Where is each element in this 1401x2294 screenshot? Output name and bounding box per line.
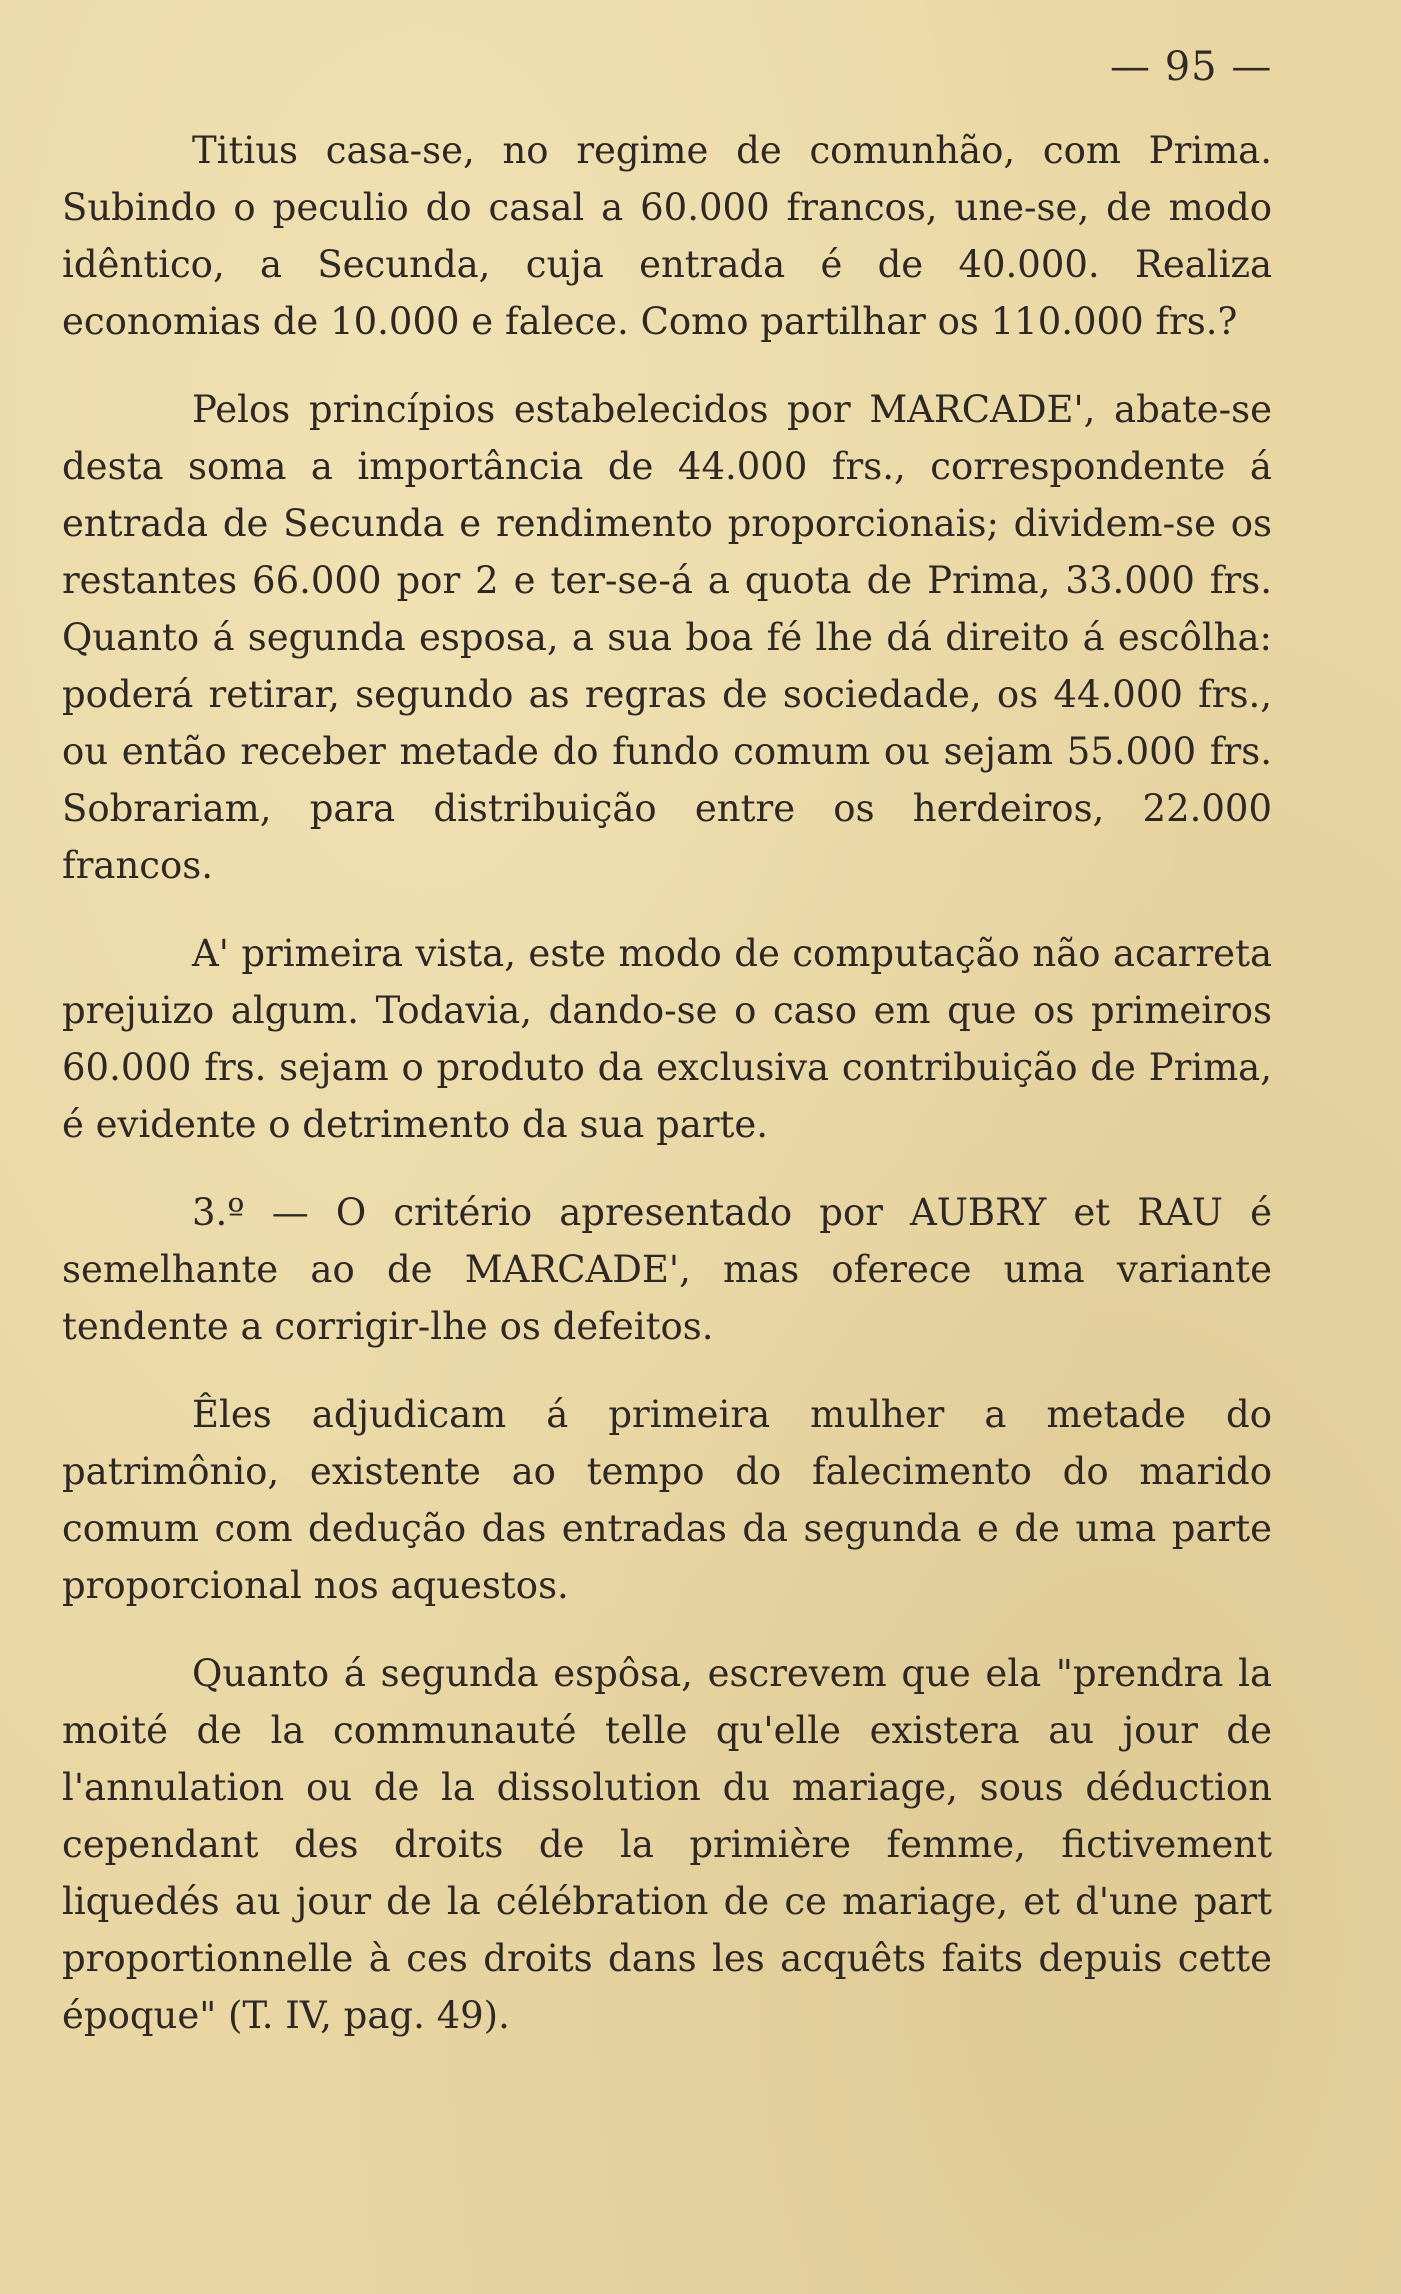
paragraph-aubry-rau-criterion: 3.º — O critério apresentado por AUBRY et RAU é semelhante ao de MARCADE', mas oferece uma variante tendente a corrigir-lhe os defeitos.: [62, 1191, 1272, 1348]
page-number: — 95 —: [1110, 44, 1273, 90]
body-text: [62, 122, 1272, 2044]
paragraph-first-view: A' primeira vista, este modo de computação não acarreta prejuizo algum. Todavia, dando-se o caso em que os primeiros 60.000 frs. sejam o produto da exclusiva contribuição de Prima, é evidente o detrimento da sua parte.: [62, 932, 1272, 1146]
paragraph-titius-example: Titius casa-se, no regime de comunhão, com Prima. Subindo o peculio do casal a 60.000 francos, une-se, de modo idêntico, a Secunda, cuja entrada é de 40.000. Realiza economias de 10.000 e falece. Como partilhar os 110.000 frs.?: [62, 129, 1272, 343]
paragraph-second-wife-quote: Quanto á segunda espôsa, escrevem que ela "prendra la moité de la communauté telle qu'elle existera au jour de l'annulation ou de la dissolution du mariage, sous déduction cependant des droits de la primière femme, fictivement liquedés au jour de la célébration de ce mariage, et d'une part proportionnelle à ces droits dans les acquêts faits depuis cette époque" (T. IV, pag. 49).: [62, 1652, 1272, 2037]
paragraph-first-wife-share: Êles adjudicam á primeira mulher a metade do patrimônio, existente ao tempo do falecimento do marido comum com dedução das entradas da segunda e de uma parte proporcional nos aquestos.: [62, 1393, 1272, 1607]
paragraph-marcade-principles: Pelos princípios estabelecidos por MARCADE', abate-se desta soma a importância de 44.000 frs., correspondente á entrada de Secunda e rendimento proporcionais; dividem-se os restantes 66.000 por 2 e ter-se-á a quota de Prima, 33.000 frs. Quanto á segunda esposa, a sua boa fé lhe dá direito á escôlha: poderá retirar, segundo as regras de sociedade, os 44.000 frs., ou então receber metade do fundo comum ou sejam 55.000 frs. Sobrariam, para distribuição entre os herdeiros, 22.000 francos.: [62, 388, 1272, 887]
